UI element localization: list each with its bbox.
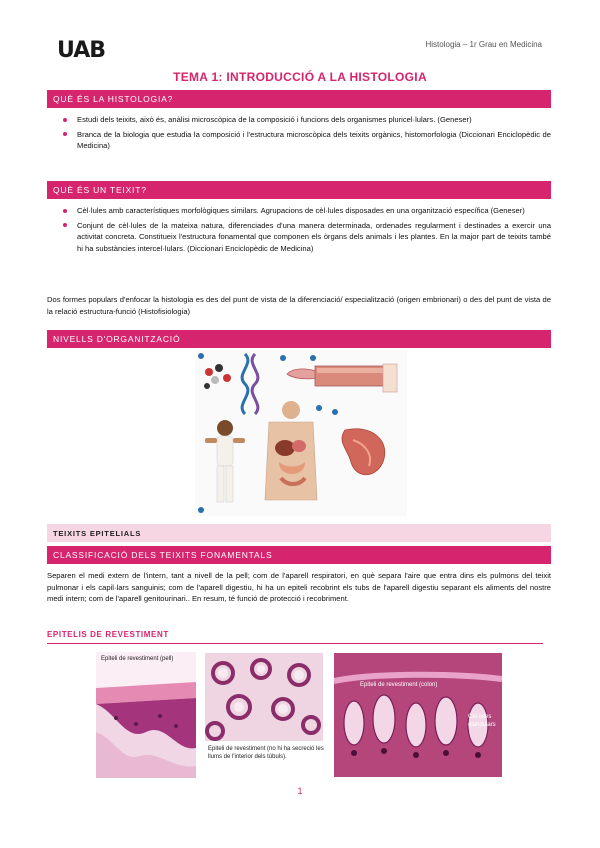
section-heading-nivells: NIVELLS D'ORGANITZACIÓ	[47, 330, 551, 348]
histologia-bullet-list	[47, 114, 551, 155]
organization-levels-figure	[195, 350, 407, 516]
uab-logo: UAB	[57, 38, 105, 63]
epithelial-paragraph: Separen el medi extern de l'intern, tant a nivell de la pell; com de l'aparell respiratori, en què separa l'aire que entra dins els pulmons del teixit pulmonar i els capil·lars sanguinis; com de l'aparell digestiu, hi ha un epiteli recobrint els tubs de l'aparell digestiu separant els aliments del nostre medi intern; com de l'aparell genitourinari.. En resum, té funció de protecció i recobriment.	[47, 571, 551, 603]
teixit-bullet-list	[47, 205, 551, 257]
photo-label-tubules: Epiteli de revestiment (no hi ha secreció les llums de l'interior dels túbuls).	[208, 746, 324, 760]
page-title: TEMA 1: INTRODUCCIÓ A LA HISTOLOGIA	[173, 70, 427, 84]
list-item: Branca de la biologia que estudia la composició i l'estructura microscòpica dels teixits orgànics, histomorfologia (Diccionari Enciclopèdic de Medicina)	[47, 129, 551, 152]
course-header: Histologia – 1r Grau en Medicina	[425, 40, 542, 49]
page-number: 1	[297, 786, 303, 796]
organization-levels-illustration	[195, 350, 407, 516]
list-item: Cèl·lules amb característiques morfològiques similars. Agrupacions de cèl·lules disposades en una organització específica (Geneser)	[47, 205, 551, 217]
photo-label-colon: Epiteli de revestiment (colon)	[360, 682, 438, 688]
section-heading-histologia: QUÈ ÉS LA HISTOLOGIA?	[47, 90, 551, 108]
section-heading-classificacio: CLASSIFICACIÓ DELS TEIXITS FONAMENTALS	[47, 546, 551, 564]
photo-label-glandular: Cèl·lules glandulars	[468, 714, 496, 728]
subsection-divider	[47, 643, 543, 644]
skin-epithelium-photo	[96, 652, 196, 778]
subsection-heading-revestiment: EPITELIS DE REVESTIMENT	[47, 630, 169, 639]
list-item: Conjunt de cèl·lules de la mateixa natura, diferenciades d'una manera determinada, ordenades regularment i destinades a exercir una activitat concreta. Constitueix l'estructura fonamental que componen els òrgans dels animals i les plantes. En la major part de teixits també hi ha substàncies intercel·lulars. (Diccionari Enciclopèdic de Medicina)	[47, 220, 551, 255]
tubules-photo	[205, 653, 323, 741]
approach-paragraph: Dos formes populars d'enfocar la histologia es des del punt de vista de la diferenciació/ especialització (origen embrionari) o des del punt de vista de la relació estructura-funció (Histofisiologia)	[47, 295, 551, 316]
photo-label-skin: Epiteli de revestiment (pell)	[101, 656, 174, 662]
section-heading-teixit: QUÈ ÉS UN TEIXIT?	[47, 181, 551, 199]
section-heading-epitelials: TEIXITS EPITELIALS	[47, 524, 551, 542]
list-item: Estudi dels teixits, això és, anàlisi microscòpica de la composició i funcions dels organismes pluricel·lulars. (Geneser)	[47, 114, 551, 126]
